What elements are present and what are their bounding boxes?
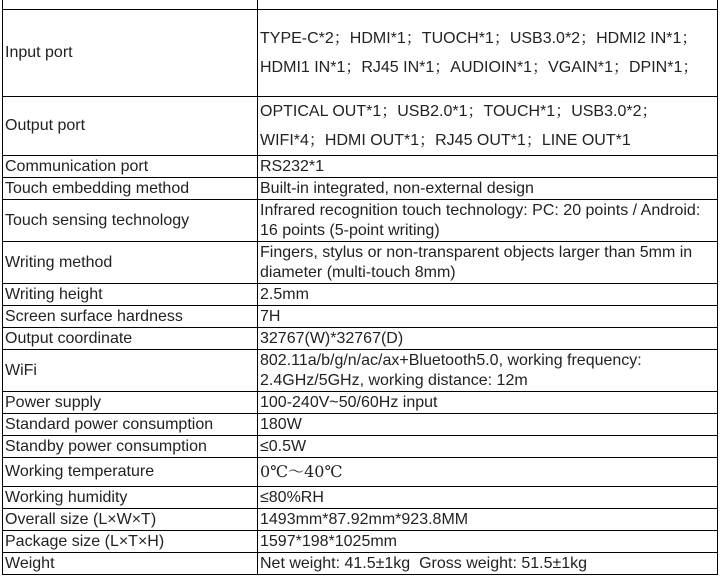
spec-value: 100-240V~50/60Hz input [258, 392, 718, 414]
spec-label: Screen surface hardness [3, 306, 258, 328]
table-row-standard-power [3, 414, 718, 436]
spec-value: 2.5mm [258, 284, 718, 306]
spec-label [3, 0, 258, 10]
spec-value: RS232*1 [258, 156, 718, 178]
table-row-output-coordinate [3, 328, 718, 350]
table-row-surface-hardness [3, 306, 718, 328]
spec-label: Touch sensing technology [3, 200, 258, 242]
table-row-touch-sensing [3, 200, 718, 242]
table-row-package-size [3, 531, 718, 553]
spec-label: Writing height [3, 284, 258, 306]
table-row-overall-size [3, 509, 718, 531]
spec-value: TYPE-C*2；HDMI*1；TUOCH*1；USB3.0*2；HDMI2 IN*1；HDMI1 IN*1；RJ45 IN*1；AUDIOIN*1；VGAIN*1；DPIN*1； [258, 10, 718, 97]
spec-label: Output port [3, 97, 258, 156]
spec-value [258, 0, 718, 10]
spec-value: OPTICAL OUT*1；USB2.0*1；TOUCH*1；USB3.0*2；WIFI*4；HDMI OUT*1；RJ45 OUT*1；LINE OUT*1 [258, 97, 718, 156]
spec-label: WiFi [3, 350, 258, 392]
table-row-standby-power [3, 436, 718, 458]
spec-label: Working humidity [3, 487, 258, 509]
table-row-communication-port [3, 156, 718, 178]
table-row-output-port [3, 97, 718, 156]
spec-label: Writing method [3, 242, 258, 284]
spec-value: 180W [258, 414, 718, 436]
table-row-input-port [3, 10, 718, 97]
spec-value: 802.11a/b/g/n/ac/ax+Bluetooth5.0, working frequency: 2.4GHz/5GHz, working distance: 12m [258, 350, 718, 392]
spec-label: Working temperature [3, 458, 258, 487]
table-row-writing-height [3, 284, 718, 306]
spec-value: Net weight: 41.5±1kg Gross weight: 51.5±1kg [258, 553, 718, 575]
table-row-wifi [3, 350, 718, 392]
table-row-touch-embedding [3, 178, 718, 200]
table-row-writing-method [3, 242, 718, 284]
table-row-power-supply [3, 392, 718, 414]
spec-label: Input port [3, 10, 258, 97]
spec-table [2, 0, 718, 575]
spec-label: Standard power consumption [3, 414, 258, 436]
spec-value: 0℃～40℃ [258, 458, 718, 487]
spec-value: ≤80%RH [258, 487, 718, 509]
table-row-cut-off [3, 0, 718, 10]
spec-label: Communication port [3, 156, 258, 178]
spec-value: ≤0.5W [258, 436, 718, 458]
spec-value: 32767(W)*32767(D) [258, 328, 718, 350]
spec-label: Package size (L×T×H) [3, 531, 258, 553]
spec-label: Power supply [3, 392, 258, 414]
spec-label: Overall size (L×W×T) [3, 509, 258, 531]
table-row-weight [3, 553, 718, 575]
spec-label: Standby power consumption [3, 436, 258, 458]
spec-value: 7H [258, 306, 718, 328]
spec-value: Infrared recognition touch technology: PC: 20 points / Android: 16 points (5-point writing) [258, 200, 718, 242]
spec-value: Built-in integrated, non-external design [258, 178, 718, 200]
table-row-working-temperature [3, 458, 718, 487]
spec-label: Touch embedding method [3, 178, 258, 200]
spec-value: 1493mm*87.92mm*923.8MM [258, 509, 718, 531]
spec-value: Fingers, stylus or non-transparent objects larger than 5mm in diameter (multi-touch 8mm) [258, 242, 718, 284]
spec-value: 1597*198*1025mm [258, 531, 718, 553]
table-row-working-humidity [3, 487, 718, 509]
spec-label: Weight [3, 553, 258, 575]
spec-label: Output coordinate [3, 328, 258, 350]
